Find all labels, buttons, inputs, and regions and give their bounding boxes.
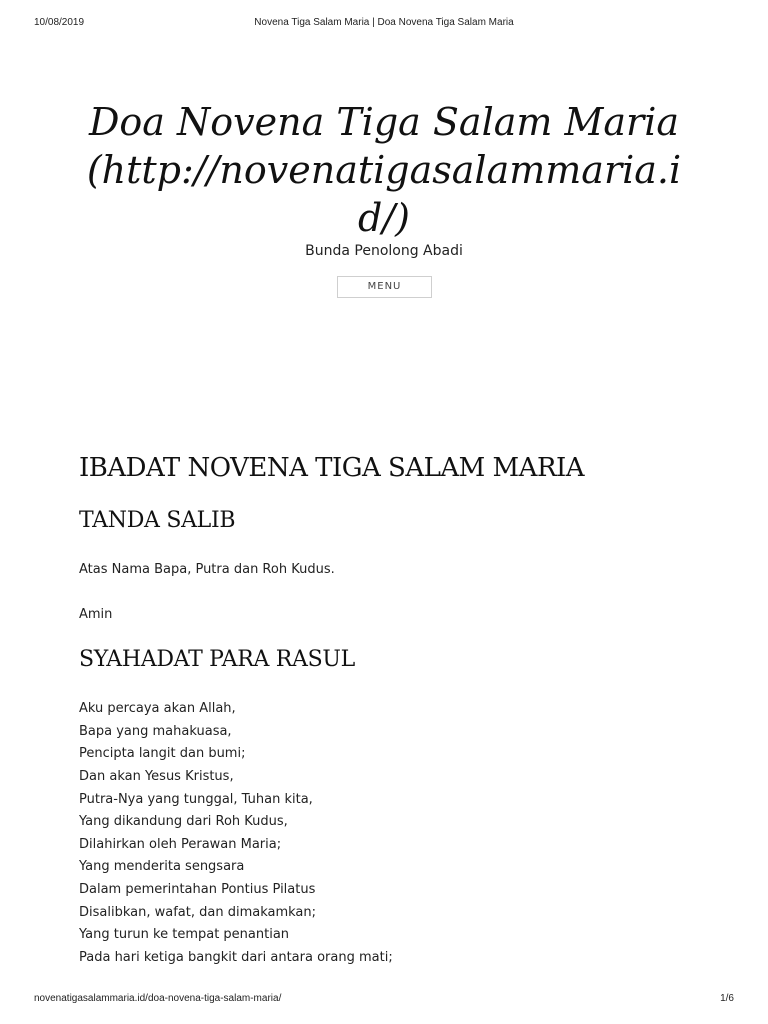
text-line: Atas Nama Bapa, Putra dan Roh Kudus. [79, 562, 335, 577]
text-line: Pada hari ketiga bangkit dari antara orang mati; [79, 949, 393, 965]
section-title-syahadat: SYAHADAT PARA RASUL [79, 647, 355, 673]
text-line: Dalam pemerintahan Pontius Pilatus [79, 881, 316, 897]
page-number: 1/6 [720, 993, 734, 1004]
text-line: Pencipta langit dan bumi; [79, 746, 246, 762]
text-line: Aku percaya akan Allah, [79, 701, 236, 717]
paragraph [79, 604, 708, 627]
print-document-title: Novena Tiga Salam Maria | Doa Novena Tiga Salam Maria [254, 17, 514, 28]
text-line: Yang dikandung dari Roh Kudus, [79, 814, 288, 830]
site-title-line: (http://novenatigasalammaria.i [86, 148, 682, 192]
text-line: Dan akan Yesus Kristus, [79, 768, 234, 784]
site-title-line: Doa Novena Tiga Salam Maria [88, 100, 680, 144]
text-line: Bapa yang mahakuasa, [79, 723, 232, 739]
menu-button[interactable]: MENU [337, 276, 432, 298]
text-line: Yang menderita sengsara [79, 859, 245, 875]
paragraph [79, 559, 708, 582]
article-content [79, 448, 708, 969]
article-heading: IBADAT NOVENA TIGA SALAM MARIA [79, 453, 585, 483]
site-title-line: d/) [358, 196, 410, 240]
paragraph [79, 698, 708, 969]
site-tagline: Bunda Penolong Abadi [305, 243, 463, 259]
text-line: Dilahirkan oleh Perawan Maria; [79, 836, 282, 852]
print-date: 10/08/2019 [34, 17, 85, 28]
print-header [34, 17, 734, 31]
page-url: novenatigasalammaria.id/doa-novena-tiga-salam-maria/ [34, 993, 282, 1004]
site-title-link[interactable] [40, 98, 728, 242]
text-line: Putra-Nya yang tunggal, Tuhan kita, [79, 791, 313, 807]
section-title-tanda-salib: TANDA SALIB [79, 508, 236, 533]
text-line: Yang turun ke tempat penantian [79, 927, 290, 943]
text-line: Amin [79, 606, 113, 622]
text-line: Disalibkan, wafat, dan dimakamkan; [79, 904, 317, 920]
